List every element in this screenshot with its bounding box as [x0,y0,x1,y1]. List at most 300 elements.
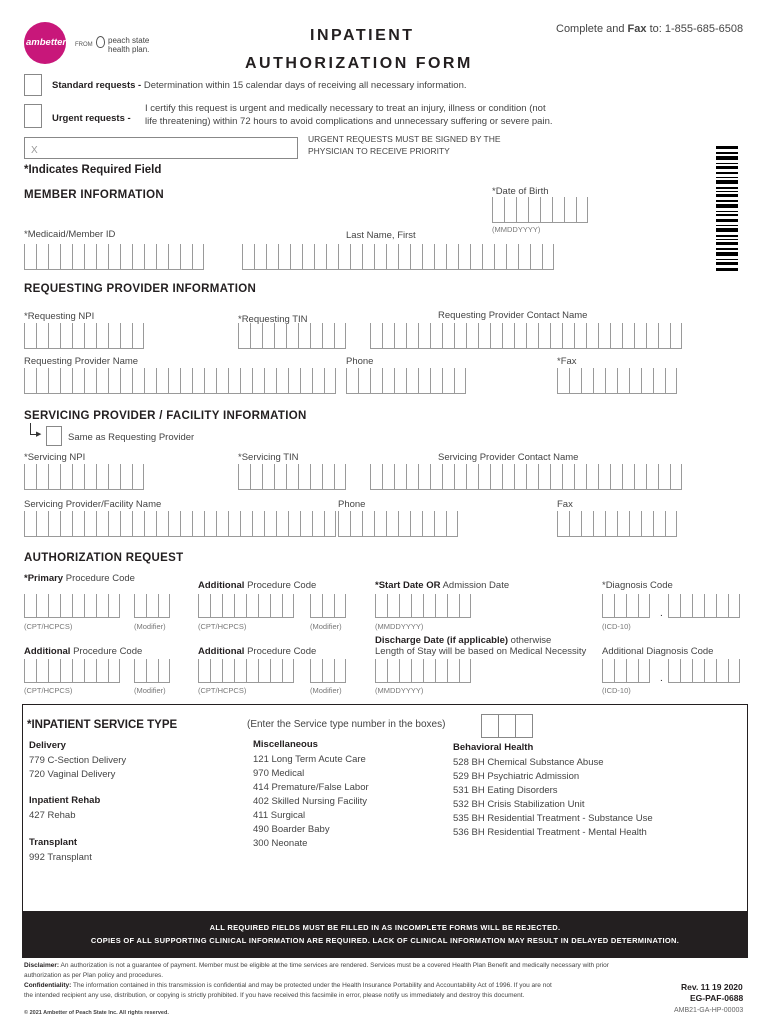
char-cell[interactable] [406,323,418,349]
char-cell[interactable] [84,464,96,490]
char-cell[interactable] [482,244,494,270]
char-cell[interactable] [454,323,466,349]
servicing-phone-input[interactable] [338,511,458,537]
char-cell[interactable] [398,511,410,537]
char-cell[interactable] [84,594,96,618]
additional-modifier-input-3[interactable] [310,659,346,685]
char-cell[interactable] [36,594,48,618]
char-cell[interactable] [120,244,132,270]
additional-diagnosis-input-b[interactable] [668,659,740,685]
dob-input[interactable] [492,197,588,223]
member-name-input[interactable] [242,244,554,270]
char-cell[interactable] [569,511,581,537]
char-cell[interactable] [60,464,72,490]
char-cell[interactable] [382,368,394,394]
char-cell[interactable] [276,368,288,394]
char-cell[interactable] [564,197,576,223]
char-cell[interactable] [312,368,324,394]
char-cell[interactable] [266,244,278,270]
char-cell[interactable] [399,594,411,618]
char-cell[interactable] [324,368,336,394]
char-cell[interactable] [334,594,346,618]
char-cell[interactable] [406,368,418,394]
char-cell[interactable] [382,464,394,490]
char-cell[interactable] [96,659,108,683]
char-cell[interactable] [210,594,222,618]
char-cell[interactable] [204,511,216,537]
char-cell[interactable] [399,659,411,683]
char-cell[interactable] [447,594,459,618]
char-cell[interactable] [24,659,36,683]
char-cell[interactable] [346,368,358,394]
char-cell[interactable] [638,659,650,683]
char-cell[interactable] [132,464,144,490]
char-cell[interactable] [586,323,598,349]
char-cell[interactable] [665,511,677,537]
char-cell[interactable] [72,368,84,394]
requesting-name-input[interactable] [24,368,336,394]
char-cell[interactable] [704,659,716,683]
char-cell[interactable] [410,244,422,270]
char-cell[interactable] [398,244,410,270]
char-cell[interactable] [411,594,423,618]
char-cell[interactable] [680,659,692,683]
char-cell[interactable] [716,659,728,683]
char-cell[interactable] [680,594,692,618]
char-cell[interactable] [626,659,638,683]
char-cell[interactable] [586,464,598,490]
char-cell[interactable] [514,464,526,490]
char-cell[interactable] [665,368,677,394]
char-cell[interactable] [338,244,350,270]
char-cell[interactable] [430,464,442,490]
char-cell[interactable] [24,464,36,490]
char-cell[interactable] [394,464,406,490]
char-cell[interactable] [629,368,641,394]
char-cell[interactable] [334,464,346,490]
char-cell[interactable] [542,244,554,270]
char-cell[interactable] [562,323,574,349]
char-cell[interactable] [430,323,442,349]
char-cell[interactable] [435,594,447,618]
char-cell[interactable] [716,594,728,618]
char-cell[interactable] [60,244,72,270]
char-cell[interactable] [156,511,168,537]
char-cell[interactable] [60,659,72,683]
char-cell[interactable] [605,368,617,394]
char-cell[interactable] [300,511,312,537]
char-cell[interactable] [324,511,336,537]
char-cell[interactable] [96,323,108,349]
char-cell[interactable] [338,511,350,537]
char-cell[interactable] [610,323,622,349]
char-cell[interactable] [322,323,334,349]
char-cell[interactable] [240,511,252,537]
char-cell[interactable] [494,244,506,270]
char-cell[interactable] [506,244,518,270]
char-cell[interactable] [526,464,538,490]
requesting-tin-input[interactable] [238,323,346,349]
char-cell[interactable] [192,244,204,270]
service-type-input[interactable] [481,714,533,738]
char-cell[interactable] [629,511,641,537]
char-cell[interactable] [310,659,322,683]
char-cell[interactable] [180,511,192,537]
char-cell[interactable] [562,464,574,490]
char-cell[interactable] [411,659,423,683]
char-cell[interactable] [254,244,266,270]
char-cell[interactable] [262,323,274,349]
char-cell[interactable] [36,244,48,270]
char-cell[interactable] [72,511,84,537]
char-cell[interactable] [60,594,72,618]
char-cell[interactable] [593,368,605,394]
char-cell[interactable] [238,323,250,349]
char-cell[interactable] [36,511,48,537]
char-cell[interactable] [370,464,382,490]
char-cell[interactable] [72,594,84,618]
char-cell[interactable] [48,594,60,618]
char-cell[interactable] [435,659,447,683]
char-cell[interactable] [282,659,294,683]
char-cell[interactable] [120,368,132,394]
char-cell[interactable] [96,594,108,618]
char-cell[interactable] [282,594,294,618]
char-cell[interactable] [310,323,322,349]
char-cell[interactable] [264,511,276,537]
servicing-contact-input[interactable] [370,464,682,490]
char-cell[interactable] [96,368,108,394]
char-cell[interactable] [658,323,670,349]
char-cell[interactable] [514,323,526,349]
standard-request-checkbox[interactable] [24,74,42,96]
char-cell[interactable] [598,464,610,490]
char-cell[interactable] [538,464,550,490]
char-cell[interactable] [24,244,36,270]
char-cell[interactable] [442,368,454,394]
char-cell[interactable] [48,244,60,270]
diagnosis-input-b[interactable] [668,594,740,620]
urgent-request-checkbox[interactable] [24,104,42,128]
char-cell[interactable] [132,511,144,537]
char-cell[interactable] [158,659,170,683]
char-cell[interactable] [246,659,258,683]
char-cell[interactable] [617,511,629,537]
char-cell[interactable] [108,244,120,270]
char-cell[interactable] [434,244,446,270]
char-cell[interactable] [36,323,48,349]
char-cell[interactable] [84,323,96,349]
char-cell[interactable] [156,368,168,394]
char-cell[interactable] [387,659,399,683]
char-cell[interactable] [704,594,716,618]
char-cell[interactable] [668,594,680,618]
char-cell[interactable] [216,511,228,537]
char-cell[interactable] [222,659,234,683]
char-cell[interactable] [48,464,60,490]
char-cell[interactable] [646,464,658,490]
same-as-requesting-checkbox[interactable] [46,426,62,446]
char-cell[interactable] [84,659,96,683]
char-cell[interactable] [302,244,314,270]
char-cell[interactable] [490,323,502,349]
char-cell[interactable] [290,244,302,270]
char-cell[interactable] [120,323,132,349]
char-cell[interactable] [252,368,264,394]
char-cell[interactable] [180,244,192,270]
requesting-npi-input[interactable] [24,323,144,349]
char-cell[interactable] [423,594,435,618]
char-cell[interactable] [36,464,48,490]
char-cell[interactable] [144,244,156,270]
char-cell[interactable] [310,594,322,618]
char-cell[interactable] [276,511,288,537]
char-cell[interactable] [550,323,562,349]
char-cell[interactable] [430,368,442,394]
char-cell[interactable] [386,511,398,537]
char-cell[interactable] [314,244,326,270]
start-date-input[interactable] [375,594,471,620]
char-cell[interactable] [370,323,382,349]
char-cell[interactable] [446,244,458,270]
char-cell[interactable] [134,594,146,618]
char-cell[interactable] [60,511,72,537]
char-cell[interactable] [48,659,60,683]
physician-signature-field[interactable] [24,137,298,159]
char-cell[interactable] [300,368,312,394]
char-cell[interactable] [36,659,48,683]
char-cell[interactable] [322,464,334,490]
char-cell[interactable] [96,511,108,537]
char-cell[interactable] [278,244,290,270]
char-cell[interactable] [492,197,504,223]
char-cell[interactable] [638,594,650,618]
additional-diagnosis-input-a[interactable] [602,659,650,685]
char-cell[interactable] [322,659,334,683]
char-cell[interactable] [270,659,282,683]
char-cell[interactable] [258,659,270,683]
char-cell[interactable] [270,594,282,618]
char-cell[interactable] [72,464,84,490]
char-cell[interactable] [312,511,324,537]
char-cell[interactable] [518,244,530,270]
char-cell[interactable] [502,464,514,490]
char-cell[interactable] [60,368,72,394]
char-cell[interactable] [274,464,286,490]
char-cell[interactable] [108,464,120,490]
char-cell[interactable] [158,594,170,618]
char-cell[interactable] [574,323,586,349]
char-cell[interactable] [458,244,470,270]
char-cell[interactable] [144,368,156,394]
char-cell[interactable] [108,594,120,618]
char-cell[interactable] [288,511,300,537]
char-cell[interactable] [670,464,682,490]
char-cell[interactable] [605,511,617,537]
char-cell[interactable] [470,244,482,270]
char-cell[interactable] [540,197,552,223]
char-cell[interactable] [692,659,704,683]
char-cell[interactable] [422,244,434,270]
discharge-date-input[interactable] [375,659,471,685]
requesting-phone-input[interactable] [346,368,466,394]
diagnosis-input-a[interactable] [602,594,650,620]
char-cell[interactable] [96,244,108,270]
char-cell[interactable] [322,594,334,618]
char-cell[interactable] [614,659,626,683]
char-cell[interactable] [658,464,670,490]
servicing-fax-input[interactable] [557,511,677,537]
char-cell[interactable] [374,244,386,270]
char-cell[interactable] [60,323,72,349]
char-cell[interactable] [386,244,398,270]
char-cell[interactable] [198,594,210,618]
char-cell[interactable] [132,244,144,270]
char-cell[interactable] [502,323,514,349]
char-cell[interactable] [370,368,382,394]
char-cell[interactable] [334,659,346,683]
char-cell[interactable] [622,323,634,349]
char-cell[interactable] [286,323,298,349]
char-cell[interactable] [459,659,471,683]
char-cell[interactable] [72,244,84,270]
char-cell[interactable] [634,464,646,490]
char-cell[interactable] [108,511,120,537]
char-cell[interactable] [108,659,120,683]
char-cell[interactable] [358,368,370,394]
char-cell[interactable] [614,594,626,618]
char-cell[interactable] [350,244,362,270]
char-cell[interactable] [394,323,406,349]
char-cell[interactable] [326,244,338,270]
char-cell[interactable] [728,659,740,683]
char-cell[interactable] [382,323,394,349]
char-cell[interactable] [670,323,682,349]
char-cell[interactable] [72,323,84,349]
char-cell[interactable] [418,323,430,349]
char-cell[interactable] [442,464,454,490]
char-cell[interactable] [466,464,478,490]
char-cell[interactable] [454,464,466,490]
requesting-contact-input[interactable] [370,323,682,349]
char-cell[interactable] [406,464,418,490]
char-cell[interactable] [96,464,108,490]
char-cell[interactable] [617,368,629,394]
char-cell[interactable] [602,659,614,683]
char-cell[interactable] [48,368,60,394]
char-cell[interactable] [134,659,146,683]
char-cell[interactable] [240,368,252,394]
char-cell[interactable] [262,464,274,490]
char-cell[interactable] [24,594,36,618]
char-cell[interactable] [168,368,180,394]
char-cell[interactable] [168,244,180,270]
char-cell[interactable] [634,323,646,349]
servicing-tin-input[interactable] [238,464,346,490]
char-cell[interactable] [168,511,180,537]
char-cell[interactable] [252,511,264,537]
primary-cpt-input[interactable] [24,594,120,620]
char-cell[interactable] [298,464,310,490]
char-cell[interactable] [610,464,622,490]
char-cell[interactable] [198,659,210,683]
additional-modifier-input-1[interactable] [310,594,346,620]
char-cell[interactable] [626,594,638,618]
char-cell[interactable] [24,511,36,537]
char-cell[interactable] [228,368,240,394]
char-cell[interactable] [490,464,502,490]
char-cell[interactable] [374,511,386,537]
char-cell[interactable] [210,659,222,683]
char-cell[interactable] [238,464,250,490]
char-cell[interactable] [375,594,387,618]
char-cell[interactable] [242,244,254,270]
char-cell[interactable] [258,594,270,618]
char-cell[interactable] [246,594,258,618]
char-cell[interactable] [410,511,422,537]
additional-modifier-input-2[interactable] [134,659,170,685]
char-cell[interactable] [120,511,132,537]
char-cell[interactable] [362,511,374,537]
additional-cpt-input-2[interactable] [24,659,120,685]
char-cell[interactable] [530,244,542,270]
char-cell[interactable] [375,659,387,683]
char-cell[interactable] [234,659,246,683]
char-cell[interactable] [602,594,614,618]
char-cell[interactable] [144,511,156,537]
requesting-fax-input[interactable] [557,368,677,394]
char-cell[interactable] [36,368,48,394]
char-cell[interactable] [216,368,228,394]
char-cell[interactable] [108,368,120,394]
char-cell[interactable] [454,368,466,394]
char-cell[interactable] [180,368,192,394]
char-cell[interactable] [84,244,96,270]
char-cell[interactable] [387,594,399,618]
char-cell[interactable] [146,659,158,683]
char-cell[interactable] [646,323,658,349]
char-cell[interactable] [576,197,588,223]
char-cell[interactable] [653,511,665,537]
char-cell[interactable] [228,511,240,537]
char-cell[interactable] [288,368,300,394]
char-cell[interactable] [132,368,144,394]
char-cell[interactable] [192,511,204,537]
char-cell[interactable] [574,464,586,490]
char-cell[interactable] [641,368,653,394]
additional-cpt-input-3[interactable] [198,659,294,685]
char-cell[interactable] [593,511,605,537]
char-cell[interactable] [442,323,454,349]
char-cell[interactable] [550,464,562,490]
char-cell[interactable] [504,197,516,223]
char-cell[interactable] [557,368,569,394]
char-cell[interactable] [552,197,564,223]
char-cell[interactable] [418,464,430,490]
char-cell[interactable] [528,197,540,223]
char-cell[interactable] [653,368,665,394]
char-cell[interactable] [132,323,144,349]
char-cell[interactable] [334,323,346,349]
char-cell[interactable] [156,244,168,270]
char-cell[interactable] [286,464,298,490]
char-cell[interactable] [264,368,276,394]
char-cell[interactable] [434,511,446,537]
char-cell[interactable] [526,323,538,349]
servicing-npi-input[interactable] [24,464,144,490]
char-cell[interactable] [641,511,653,537]
char-cell[interactable] [478,323,490,349]
